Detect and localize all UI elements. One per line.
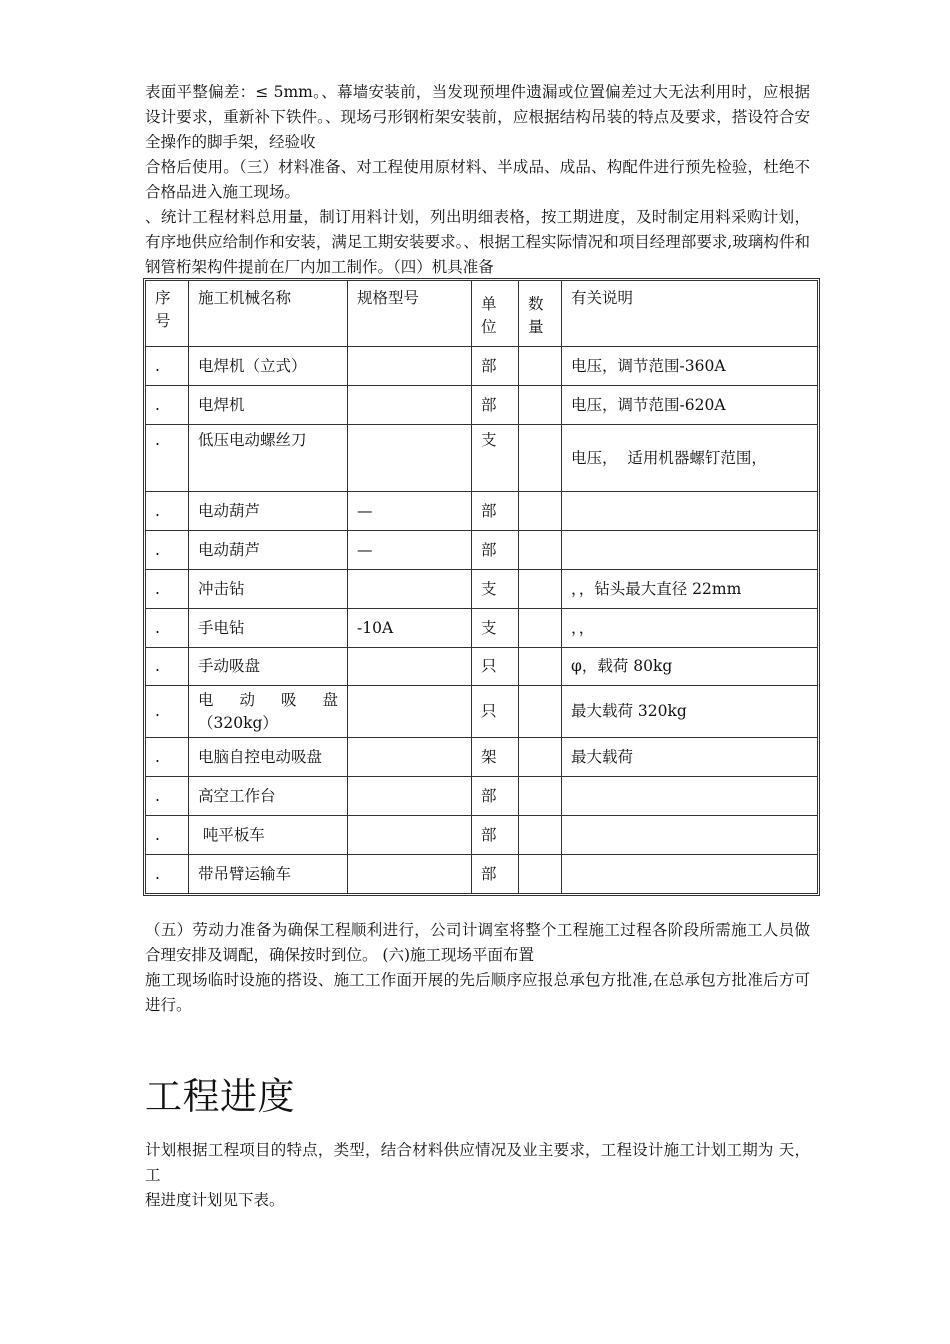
cell-name: 手动吸盘: [189, 648, 348, 686]
cell-note: [562, 531, 817, 570]
schedule-paragraph-2: 程进度计划见下表。: [145, 1191, 285, 1209]
cell-unit: 只: [472, 686, 519, 738]
cell-no: .: [146, 777, 189, 816]
table-row: [146, 686, 817, 738]
cell-name: 冲击钻: [189, 570, 348, 609]
cell-model: [348, 855, 472, 893]
cell-no: .: [146, 648, 189, 686]
cell-note: [562, 777, 817, 816]
intro-paragraph-2: 合格后使用。（三）材料准备、对工程使用原材料、半成品、成品、构配件进行预先检验，杜绝不合格品进入施工现场。: [145, 158, 810, 201]
cell-unit: 部: [472, 816, 519, 855]
cell-qty: [519, 570, 562, 609]
cell-no: .: [146, 386, 189, 425]
cell-name: 高空工作台: [189, 777, 348, 816]
cell-note: [562, 855, 817, 893]
cell-name: 电动葫芦: [189, 492, 348, 531]
cell-qty: [519, 531, 562, 570]
equipment-table: [143, 278, 820, 896]
cell-qty: [519, 738, 562, 777]
cell-no: .: [146, 531, 189, 570]
cell-unit: 部: [472, 531, 519, 570]
intro-text: [145, 80, 810, 280]
cell-note: φ，载荷 80kg: [562, 648, 817, 686]
cell-no: .: [146, 492, 189, 531]
cell-qty: [519, 347, 562, 386]
intro-paragraph-3: 、统计工程材料总用量，制订用料计划，列出明细表格，按工期进度，及时制定用料采购计划，有序地供应给制作和安装，满足工期安装要求。、根据工程实际情况和项目经理部要求,玻璃构件和钢管桁架构件提前在厂内加工制作。（四）机具准备: [145, 208, 810, 276]
table-row: [146, 648, 817, 686]
cell-name: 吨平板车: [189, 816, 348, 855]
cell-no: .: [146, 570, 189, 609]
header-no: 序号: [146, 281, 189, 347]
cell-name: 电动葫芦: [189, 531, 348, 570]
cell-model: [348, 570, 472, 609]
cell-model: [348, 738, 472, 777]
cell-note: 最大载荷: [562, 738, 817, 777]
cell-no: .: [146, 738, 189, 777]
cell-model: —: [348, 531, 472, 570]
cell-note: 电压，调节范围-360A: [562, 347, 817, 386]
cell-name: 手电钻: [189, 609, 348, 648]
cell-name: 电焊机（立式）: [189, 347, 348, 386]
cell-unit: 支: [472, 425, 519, 492]
header-name: 施工机械名称: [189, 281, 348, 347]
table-row: [146, 386, 817, 425]
table-row: [146, 492, 817, 531]
cell-unit: 部: [472, 855, 519, 893]
table-row: [146, 777, 817, 816]
cell-qty: [519, 386, 562, 425]
cell-name: [189, 686, 348, 738]
cell-qty: [519, 648, 562, 686]
table-row: [146, 816, 817, 855]
cell-model: [348, 816, 472, 855]
cell-no: .: [146, 425, 189, 492]
cell-qty: [519, 816, 562, 855]
cell-unit: 部: [472, 492, 519, 531]
labor-paragraph: （五）劳动力准备为确保工程顺利进行，公司计调室将整个工程施工过程各阶段所需施工人员做合理安排及调配，确保按时到位。 (六)施工现场平面布置: [145, 921, 810, 964]
intro-paragraph-1: 表面平整偏差：≤ 5mm。、幕墙安装前，当发现预埋件遗漏或位置偏差过大无法利用时，应根据设计要求，重新补下铁件。、现场弓形钢桁架安装前，应根据结构吊装的特点及要求，搭设符合安全操作的脚手架，经验收: [145, 83, 810, 151]
cell-qty: [519, 855, 562, 893]
cell-model: —: [348, 492, 472, 531]
cell-qty: [519, 686, 562, 738]
cell-name-line-1: 电 动 吸 盘: [198, 690, 338, 709]
cell-qty: [519, 425, 562, 492]
cell-name-line-2: （320kg）: [198, 713, 278, 732]
table-row: [146, 347, 817, 386]
cell-model: [348, 386, 472, 425]
cell-name: 带吊臂运输车: [189, 855, 348, 893]
cell-name: 电脑自控电动吸盘: [189, 738, 348, 777]
table-row: [146, 738, 817, 777]
cell-note: [562, 492, 817, 531]
cell-name: 电焊机: [189, 386, 348, 425]
schedule-text: [145, 1138, 810, 1213]
cell-model: [348, 686, 472, 738]
cell-unit: 部: [472, 386, 519, 425]
header-qty: 数量: [519, 281, 562, 347]
cell-note: ，，钻头最大直径 22mm: [562, 570, 817, 609]
table-row: [146, 609, 817, 648]
header-unit: 单位: [472, 281, 519, 347]
cell-model: [348, 425, 472, 492]
cell-unit: 支: [472, 609, 519, 648]
header-model: 规格型号: [348, 281, 472, 347]
cell-note: 最大载荷 320kg: [562, 686, 817, 738]
cell-no: .: [146, 855, 189, 893]
cell-note: 电压， 适用机器螺钉范围，: [562, 425, 817, 492]
table-row: [146, 425, 817, 492]
cell-no: .: [146, 686, 189, 738]
cell-unit: 架: [472, 738, 519, 777]
cell-qty: [519, 609, 562, 648]
cell-no: .: [146, 816, 189, 855]
cell-model: [348, 347, 472, 386]
table-row: [146, 531, 817, 570]
cell-unit: 只: [472, 648, 519, 686]
schedule-paragraph-1: 计划根据工程项目的特点，类型，结合材料供应情况及业主要求，工程设计施工计划工期为 天，工: [145, 1141, 810, 1184]
table-header-row: [146, 281, 817, 347]
table-row: [146, 570, 817, 609]
cell-unit: 部: [472, 777, 519, 816]
cell-model: -10A: [348, 609, 472, 648]
cell-no: .: [146, 347, 189, 386]
cell-note: ，，: [562, 609, 817, 648]
cell-note: 电压，调节范围-620A: [562, 386, 817, 425]
cell-qty: [519, 492, 562, 531]
cell-unit: 部: [472, 347, 519, 386]
section-title: 工程进度: [145, 1075, 295, 1118]
cell-name: 低压电动螺丝刀: [189, 425, 348, 492]
cell-no: .: [146, 609, 189, 648]
labor-and-layout-text: [145, 918, 810, 1018]
cell-note: [562, 816, 817, 855]
cell-unit: 支: [472, 570, 519, 609]
table-row: [146, 855, 817, 893]
header-note: 有关说明: [562, 281, 817, 347]
cell-model: [348, 648, 472, 686]
cell-model: [348, 777, 472, 816]
cell-qty: [519, 777, 562, 816]
layout-paragraph: 施工现场临时设施的搭设、施工工作面开展的先后顺序应报总承包方批准,在总承包方批准后方可进行。: [145, 971, 810, 1014]
